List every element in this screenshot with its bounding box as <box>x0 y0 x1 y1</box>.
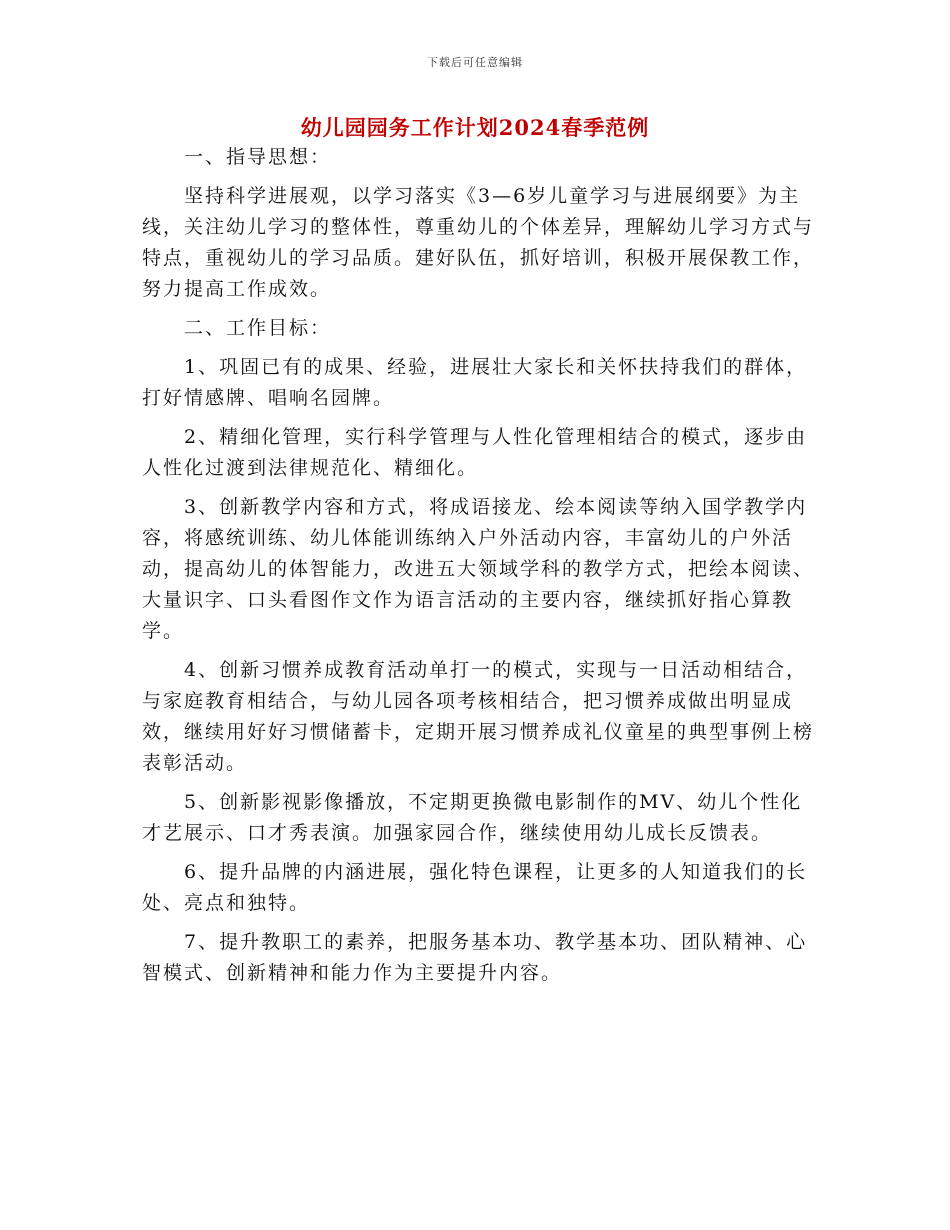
paragraph-goal-1: 1、巩固已有的成果、经验，进展壮大家长和关怀扶持我们的群体，打好情感牌、唱响名园牌。 <box>142 356 808 409</box>
paragraph-goal-6: 6、提升品牌的内涵进展，强化特色课程，让更多的人知道我们的长处、亮点和独特。 <box>142 861 808 914</box>
section-heading-guiding-thought: 一、指导思想： <box>184 146 332 168</box>
paragraph-goal-4: 4、创新习惯养成教育活动单打一的模式，实现与一日活动相结合，与家庭教育相结合，与幼儿园各项考核相结合，把习惯养成做出明显成效，继续用好好习惯储蓄卡，定期开展习惯养成礼仪童星的典型事例上榜表彰活动。 <box>142 659 815 774</box>
paragraph-goal-3: 3、创新教学内容和方式，将成语接龙、绘本阅读等纳入国学教学内容，将感统训练、幼儿体能训练纳入户外活动内容，丰富幼儿的户外活动，提高幼儿的体智能力，改进五大领域学科的教学方式，把绘本阅读、大量识字、口头看图作文作为语言活动的主要内容，继续抓好指心算教学。 <box>142 496 815 642</box>
section-heading-work-goals: 二、工作目标： <box>184 317 332 339</box>
document-body <box>142 142 822 997</box>
paragraph-goal-7: 7、提升教职工的素养，把服务基本功、教学基本功、团队精神、心智模式、创新精神和能力作为主要提升内容。 <box>142 931 808 984</box>
paragraph-goal-2: 2、精细化管理，实行科学管理与人性化管理相结合的模式，逐步由人性化过渡到法律规范化、精细化。 <box>142 426 808 479</box>
paragraph-goal-5: 5、创新影视影像播放，不定期更换微电影制作的MV、幼儿个性化才艺展示、口才秀表演。加强家园合作，继续使用幼儿成长反馈表。 <box>142 791 803 844</box>
document-title: 幼儿园园务工作计划2024春季范例 <box>300 115 650 140</box>
page-header-note: 下载后可任意编辑 <box>427 56 523 69</box>
paragraph-guiding-thought: 坚持科学进展观，以学习落实《3—6岁儿童学习与进展纲要》为主线，关注幼儿学习的整体性，尊重幼儿的个体差异，理解幼儿学习方式与特点，重视幼儿的学习品质。建好队伍，抓好培训，积极开展保教工作，努力提高工作成效。 <box>142 185 815 300</box>
